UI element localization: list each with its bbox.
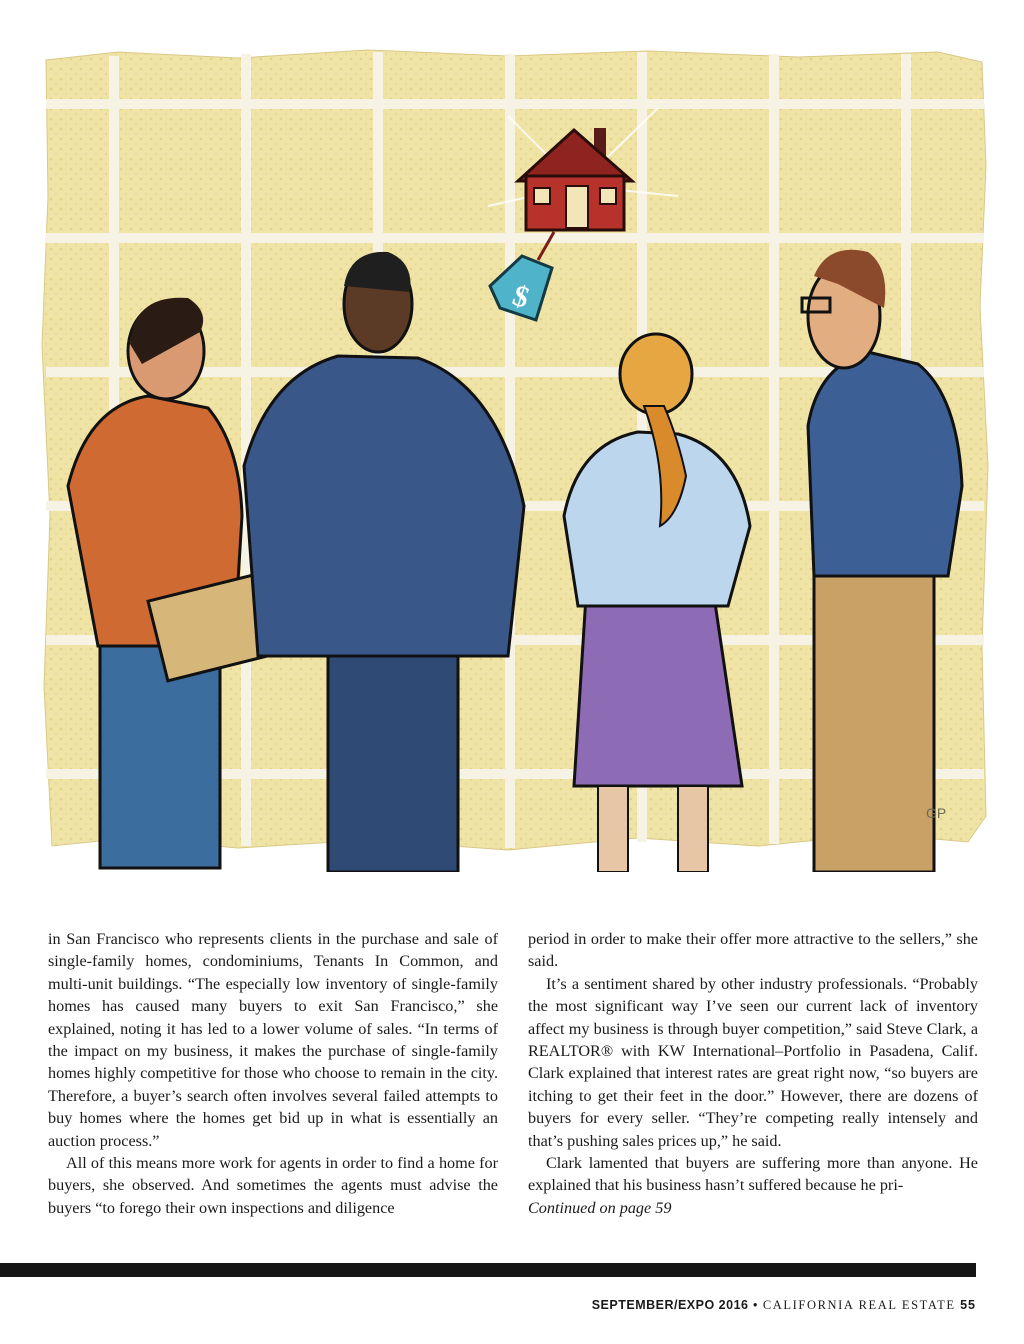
article-paragraph: period in order to make their offer more attractive to the sellers,” she said. <box>528 930 978 971</box>
footer-magazine-title: CALIFORNIA REAL ESTATE <box>762 1298 956 1312</box>
continued-link[interactable]: Continued on page 59 <box>528 1198 672 1217</box>
page-number: 55 <box>960 1298 976 1312</box>
illustration-buyers-looking-at-house <box>38 46 990 872</box>
article-paragraph: All of this means more work for agents in order to find a home for buyers, she observed. And sometimes the agents must advise the buyers “to forego their own inspections and diligence <box>48 1154 498 1217</box>
artist-signature: GP <box>926 805 947 821</box>
article-paragraph: in San Francisco who represents clients in the purchase and sale of single-family homes, condominiums, Tenants In Common, and multi-unit buildings. “The especially low inventory of single-family homes has caused many buyers to exit San Francisco,” she explained, noting it has led to a lower volume of sales. “In terms of the impact on my business, it makes the purchase of single-family homes highly competitive for those who choose to remain in the city. Therefore, a buyer’s search often involves several failed attempts to buy homes where the homes get bid up in what is essentially an auction process.” <box>48 930 498 1150</box>
price-tag-symbol: $ <box>508 278 534 315</box>
article-column-right <box>528 928 978 1219</box>
page-footer <box>592 1298 976 1313</box>
article-column-left <box>48 928 498 1219</box>
footer-issue: SEPTEMBER/EXPO 2016 <box>591 1298 749 1312</box>
article-paragraph: It’s a sentiment shared by other industry professionals. “Probably the most significant way I’ve seen our current lack of inventory affect my business is through buyer competition,” said Steve Clark, a REALTOR® with KW International–Portfolio in Pasadena, Calif. Clark explained that interest rates are great right now, “so buyers are itching to get their feet in the door.” However, there are dozens of buyers for every seller. “They’re competing really intensely and that’s pushing sales prices up,” he said. <box>528 974 978 1150</box>
footer-bullet: • <box>752 1298 759 1312</box>
article-paragraph: Clark lamented that buyers are suffering more than anyone. He explained that his business hasn’t suffered because he pri- <box>528 1154 978 1195</box>
footer-rule <box>0 1263 976 1277</box>
